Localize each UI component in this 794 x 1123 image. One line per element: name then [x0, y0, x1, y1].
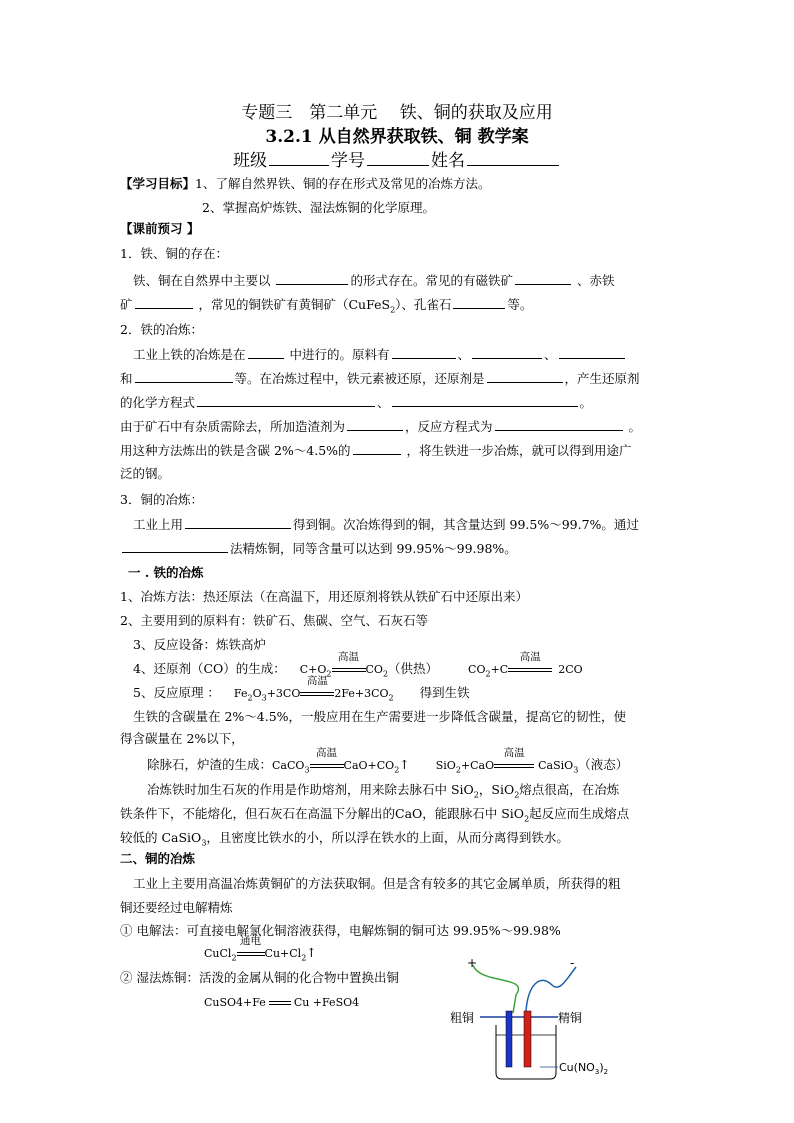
text: 得到铜。次冶炼得到的铜，其含量达到 99.5%～99.7%。通过 — [293, 517, 639, 532]
equals-bar — [269, 1001, 291, 1005]
plus-sign: + — [467, 956, 478, 970]
text: 得到生铁 — [419, 685, 470, 700]
equals-bar — [332, 668, 366, 672]
copper-method2: ② 湿法炼铜：活泼的金属从铜的化合物中置换出铜 — [120, 970, 399, 985]
condition-arrow — [310, 747, 344, 775]
subscript: 2 — [301, 953, 307, 963]
subscript: 2 — [390, 305, 396, 315]
text: 的形式存在。常见的有磁铁矿 — [350, 273, 513, 288]
answer-blank[interactable] — [353, 440, 401, 455]
equation-text: SiO — [435, 759, 456, 772]
equation-text: CO — [468, 663, 486, 676]
text: 法精炼铜，同等含量可以达到 99.95%～99.98%。 — [230, 541, 517, 556]
copper-p1b: 铜还要经过电解精炼 — [120, 900, 233, 915]
copper-p1a: 工业上主要用高温冶炼黄铜矿的方法获取铜。但是含有较多的其它金属单质，所获得的粗 — [133, 876, 621, 891]
text: 矿 — [120, 297, 133, 312]
preview-s2-line4 — [120, 416, 641, 437]
text: （供热） — [388, 661, 439, 676]
equals-bar — [310, 764, 344, 768]
answer-blank[interactable] — [453, 294, 505, 309]
condition-text: 高温 — [519, 651, 541, 663]
text: 5、反应原理 ： — [133, 685, 220, 700]
condition-text: 高温 — [338, 651, 359, 663]
answer-blank[interactable] — [122, 538, 228, 553]
text: 、 — [457, 347, 471, 362]
minus-sign: - — [570, 956, 575, 970]
document-subtitle: 3.2.1 从自然界获取铁、铜 教学案 — [265, 127, 529, 147]
answer-blank[interactable] — [135, 294, 193, 309]
condition-text: 高温 — [316, 747, 338, 759]
text: 熔点很高，在冶炼 — [519, 782, 620, 797]
iron-p4 — [133, 651, 583, 685]
text: 较低的 CaSiO — [120, 830, 202, 845]
condition-arrow — [494, 747, 534, 775]
iron-p3: 3、反应设备：炼铁高炉 — [133, 637, 266, 652]
condition-arrow — [300, 675, 334, 703]
text: 用这种方法炼出的铁是含碳 2%～4.5%的 — [120, 443, 351, 458]
text: 和 — [120, 371, 133, 386]
subscript: 2 — [514, 790, 520, 800]
answer-blank[interactable] — [392, 344, 456, 359]
number-label: 学号 — [331, 151, 365, 171]
iron-p8-line2 — [120, 804, 629, 830]
subscript: 3 — [594, 1068, 600, 1076]
text: 4、还原剂（CO）的生成： — [133, 661, 286, 676]
text: 工业上铁的冶炼是在 — [133, 347, 246, 362]
text: 工业上用 — [133, 517, 184, 532]
gas-arrow: ↑ — [306, 945, 317, 960]
answer-blank[interactable] — [347, 416, 403, 431]
text: 、赤铁 — [573, 273, 615, 288]
answer-blank[interactable] — [487, 368, 563, 383]
answer-blank[interactable] — [248, 344, 284, 359]
answer-blank[interactable] — [392, 392, 578, 407]
subscript: 3 — [201, 838, 207, 848]
copper-eq6 — [204, 935, 317, 969]
iron-p5 — [133, 675, 470, 709]
subscript: 2 — [485, 669, 491, 679]
subscript: 3 — [261, 693, 267, 703]
preview-s3-line2 — [120, 538, 517, 559]
iron-p8-line1 — [147, 780, 619, 806]
condition-arrow — [508, 651, 552, 679]
text: ，产生还原剂 — [564, 371, 640, 386]
text: 等。 — [507, 297, 533, 312]
text: ，且密度比铁水的小，所以浮在铁水的上面，从而分离得到铁水。 — [206, 830, 569, 845]
condition-text: 高温 — [306, 675, 328, 687]
preview-s2-line1 — [133, 344, 627, 365]
preview-s3-title: 3．铜的冶炼： — [120, 492, 203, 507]
class-blank[interactable] — [269, 151, 329, 166]
document-title: 专题三 第二单元 铁、铜的获取及应用 — [241, 103, 553, 123]
preview-s1-line1 — [133, 270, 614, 291]
equation-text: +3CO — [266, 687, 301, 700]
iron-heading: 一 . 铁的冶炼 — [128, 565, 204, 580]
text: ，反应方程式为 — [405, 419, 493, 434]
text: ，常见的铜铁矿有黄铜矿（CuFeS — [194, 297, 391, 312]
preview-s2-line5 — [120, 440, 632, 461]
equals-bar — [494, 764, 534, 768]
answer-blank[interactable] — [135, 368, 233, 383]
crude-copper-label: 粗铜 — [450, 1011, 475, 1025]
text: 除脉石，炉渣的生成： — [147, 757, 273, 772]
text: 等。在冶炼过程中，铁元素被还原，还原剂是 — [234, 371, 485, 386]
equation-text: CaCO — [272, 759, 305, 772]
subscript: 2 — [388, 693, 394, 703]
condition-arrow — [332, 651, 366, 679]
text: （液态） — [578, 757, 629, 772]
student-info-line — [0, 146, 794, 171]
preview-s2-line2 — [120, 368, 640, 389]
iron-p1: 1、冶炼方法：热还原法（在高温下，用还原剂将铁从铁矿石中还原出来） — [120, 589, 528, 604]
text: 中进行的。原料有 — [285, 347, 390, 362]
equation-text: C+O — [299, 663, 327, 676]
equals-bar — [508, 668, 552, 672]
fine-copper-electrode — [524, 1011, 531, 1067]
text: ）、孔雀石 — [395, 297, 452, 312]
preview-s2-line3 — [120, 392, 592, 413]
condition-text: 通电 — [240, 935, 262, 947]
name-blank[interactable] — [467, 151, 559, 166]
equation-text: CaO+CO — [343, 759, 395, 772]
subscript: 3 — [304, 765, 310, 775]
preview-s2-title: 2．铁的冶炼： — [120, 322, 203, 337]
answer-blank[interactable] — [185, 514, 291, 529]
answer-blank[interactable] — [559, 344, 625, 359]
text: 冶炼铁时加生石灰的作用是作助熔剂，用来除去脉石中 SiO — [147, 782, 474, 797]
subscript: 2 — [473, 790, 479, 800]
preview-label: 【课前预习 】 — [120, 221, 200, 236]
preview-s1-title: 1．铁、铜的存在： — [120, 246, 228, 261]
equation-text: CuSO4+Fe — [204, 996, 266, 1009]
text: ，SiO — [478, 782, 515, 797]
condition-text: 高温 — [503, 747, 525, 759]
condition-arrow — [237, 935, 265, 963]
anode-wire — [473, 965, 518, 1013]
answer-blank[interactable] — [276, 270, 348, 285]
answer-blank[interactable] — [197, 392, 375, 407]
cathode-wire — [526, 967, 576, 1011]
equation-text: 2CO — [558, 663, 583, 676]
subscript: 2 — [247, 693, 253, 703]
equation-text: CuCl — [204, 947, 232, 960]
text: 的化学方程式 — [120, 395, 196, 410]
equation-text: 2Fe+3CO — [334, 687, 389, 700]
objective-item-2: 2、掌握高炉炼铁、湿法炼铜的化学原理。 — [202, 200, 435, 215]
subscript: 2 — [231, 953, 237, 963]
equation-text: O — [252, 687, 262, 700]
fine-copper-label: 精铜 — [558, 1011, 583, 1025]
text: 铁、铜在自然界中主要以 — [133, 273, 275, 288]
solution-label-text: ) — [599, 1061, 604, 1074]
equation-text: Fe — [233, 687, 248, 700]
gas-arrow: ↑ — [399, 757, 410, 772]
equation-text: Cu+Cl — [264, 947, 302, 960]
preview-s3-line1 — [133, 514, 639, 535]
subscript: 2 — [394, 765, 400, 775]
subscript: 2 — [326, 669, 332, 679]
class-label: 班级 — [233, 151, 267, 171]
text: 起反应而生成熔点 — [529, 806, 630, 821]
text: 、 — [377, 395, 390, 410]
equation-text: Cu +FeSO4 — [293, 996, 360, 1009]
objective-item-1: 1、了解自然界铁、铜的存在形式及常见的冶炼方法。 — [195, 176, 491, 191]
copper-heading: 二、铜的冶炼 — [120, 851, 196, 866]
subscript: 3 — [573, 765, 579, 775]
name-label: 姓名 — [431, 151, 465, 171]
preview-s1-line2 — [120, 294, 532, 321]
subscript: 2 — [524, 814, 530, 824]
objectives-label: 【学习目标】 — [120, 176, 196, 191]
equation-text: +C — [490, 663, 509, 676]
copper-method1: ① 电解法：可直接电解氯化铜溶液获得，电解炼铜的铜可达 99.95%～99.98% — [120, 923, 561, 938]
text: 。 — [579, 395, 593, 410]
subscript: 2 — [603, 1068, 609, 1076]
electrolysis-diagram — [440, 955, 620, 1085]
objectives-line-1 — [120, 174, 490, 194]
text: 。 — [624, 419, 642, 434]
answer-blank[interactable] — [495, 416, 623, 431]
text: ，将生铁进一步冶炼，就可以得到用途广 — [402, 443, 632, 458]
iron-p6a: 生铁的含碳量在 2%～4.5%，一般应用在生产需要进一步降低含碳量，提高它的韧性，使 — [133, 709, 627, 724]
subscript: 2 — [455, 765, 461, 775]
text: 由于矿石中有杂质需除去，所加造渣剂为 — [120, 419, 346, 434]
solution-label — [559, 1061, 608, 1076]
iron-p7 — [147, 747, 629, 781]
equals-bar — [300, 692, 334, 696]
text: 、 — [544, 347, 557, 362]
equation-text: +CaO — [460, 759, 495, 772]
equation-text: CaSiO — [538, 759, 574, 772]
preview-s2-line6: 泛的钢。 — [120, 466, 171, 481]
equation-text: CO — [365, 663, 383, 676]
number-blank[interactable] — [367, 151, 429, 166]
answer-blank[interactable] — [472, 344, 542, 359]
copper-eq7 — [204, 992, 359, 1013]
solution-label-text: Cu(NO — [559, 1061, 595, 1074]
text: 铁条件下，不能熔化，但石灰石在高温下分解出的CaO，能跟脉石中 SiO — [120, 806, 525, 821]
iron-p2: 2、主要用到的原料有：铁矿石、焦碳、空气、石灰石等 — [120, 613, 428, 628]
crude-copper-electrode — [506, 1011, 512, 1067]
subscript: 2 — [382, 669, 389, 679]
answer-blank[interactable] — [515, 270, 571, 285]
iron-p6b: 得含碳量在 2%以下， — [120, 731, 244, 746]
equals-bar — [237, 952, 265, 956]
